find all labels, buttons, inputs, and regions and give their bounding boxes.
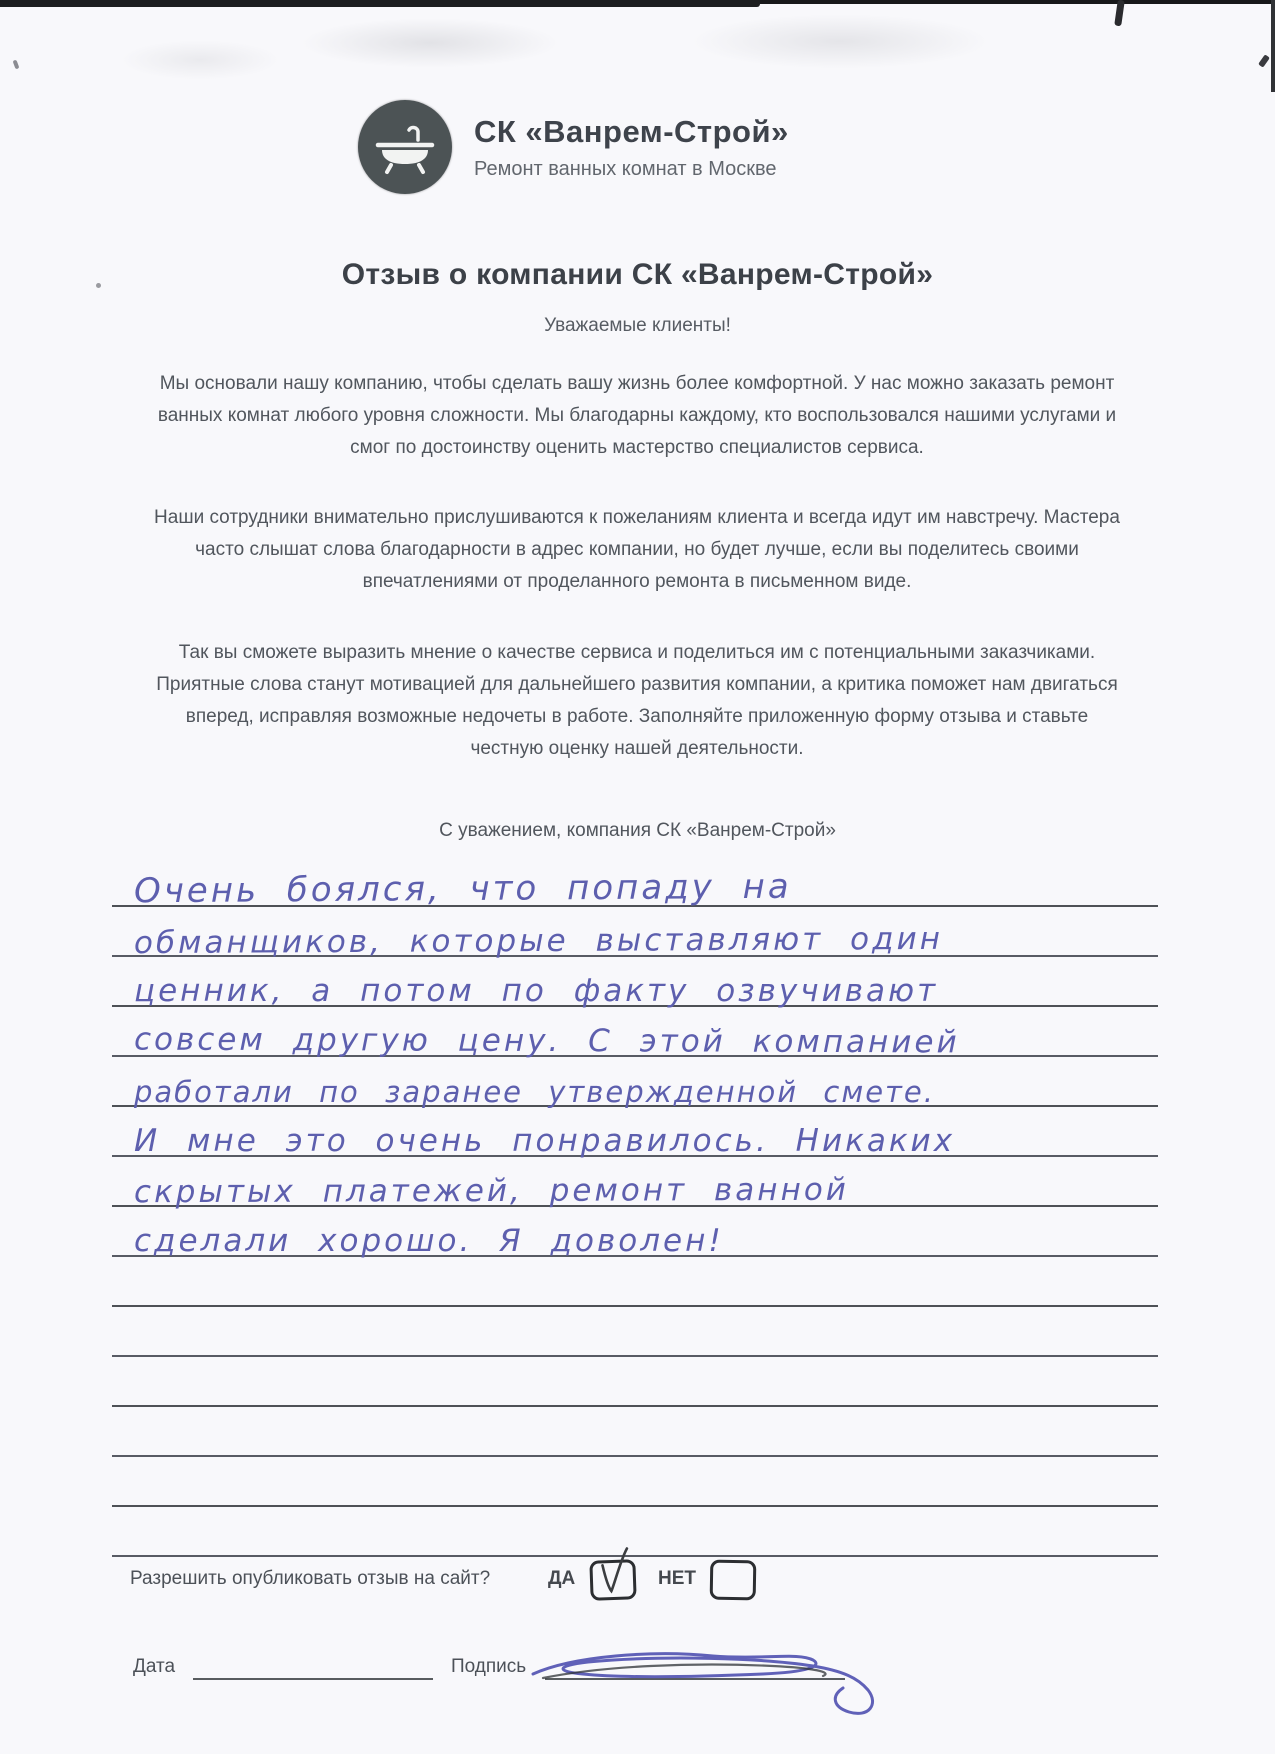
signature-label: Подпись — [451, 1656, 527, 1677]
page-title: Отзыв о компании СК «Ванрем-Строй» — [341, 258, 934, 291]
handwritten-text: работали по заранее утвержденной смете. — [134, 1075, 935, 1109]
company-name: СК «Ванрем-Строй» — [474, 113, 789, 149]
scan-smudge — [300, 18, 560, 68]
scan-smudge — [690, 14, 990, 69]
no-checkbox — [710, 1560, 757, 1601]
empty-ruled-line — [112, 1457, 1158, 1507]
handwritten-review-area — [112, 857, 1158, 1557]
review-line — [112, 1007, 1158, 1061]
empty-ruled-line — [112, 1307, 1158, 1357]
review-line — [112, 857, 1158, 912]
scan-artifact-right-edge — [1271, 0, 1275, 92]
review-line — [112, 1057, 1158, 1107]
handwritten-text: Очень боялся, что попаду на — [133, 866, 792, 912]
scan-speck — [1258, 54, 1270, 67]
scan-smudge — [120, 40, 280, 80]
scan-speck — [13, 60, 20, 70]
review-line — [112, 1207, 1158, 1257]
handwritten-text: И мне это очень понравилось. Никаких — [134, 1123, 956, 1159]
handwritten-text: ценник, а потом по факту озвучивают — [134, 973, 939, 1009]
empty-ruled-line — [112, 1407, 1158, 1457]
staff-paragraph: Наши сотрудники внимательно прислушиваются к пожеланиям клиента и всегда идут им навстречу. Мастера часто слышат слова благодарности в адрес компании, но будет лучше, если вы поделитесь своими впечатлениями от проделанного ремонта в письменном виде. — [154, 507, 1120, 592]
yes-checkbox — [589, 1559, 636, 1601]
empty-ruled-line — [112, 1257, 1158, 1307]
handwritten-check-icon — [602, 1548, 628, 1591]
salutation-line: Уважаемые клиенты! — [544, 315, 731, 336]
review-line — [112, 1107, 1158, 1157]
review-line — [112, 907, 1158, 962]
handwritten-text: сделали хорошо. Я доволен! — [134, 1223, 724, 1259]
feedback-paragraph: Так вы сможете выразить мнение о качестве сервиса и поделиться им с потенциальными заказчиками. Приятные слова станут мотивацией для дальнейшего развития компании, а критика поможет нам двигаться вперед, исправляя возможные недочеты в работе. Заполняйте приложенную форму отзыва и ставьте честную оценку нашей деятельности. — [156, 642, 1118, 759]
empty-ruled-line — [112, 1357, 1158, 1407]
logo-text — [474, 114, 789, 181]
scan-artifact-top-edge — [0, 0, 760, 7]
date-signature-row — [133, 1648, 1143, 1738]
company-tagline: Ремонт ванных комнат в Москве — [474, 157, 777, 180]
intro-paragraph: Мы основали нашу компанию, чтобы сделать вашу жизнь более комфортной. У нас можно заказать ремонт ванных комнат любого уровня сложности. Мы благодарны каждому, кто воспользовался нашими услугами и смог по достоинству оценить мастерство специалистов сервиса. — [157, 373, 1117, 458]
signoff-line: С уважением, компания СК «Ванрем-Строй» — [439, 820, 836, 841]
company-logo — [358, 100, 789, 194]
signature-scribble-icon — [513, 1626, 893, 1736]
bathtub-icon — [358, 100, 452, 194]
yes-label: ДА — [548, 1568, 576, 1589]
handwritten-text: совсем другую цену. С этой компанией — [133, 1021, 960, 1061]
date-blank-line — [193, 1678, 433, 1680]
no-label: НЕТ — [658, 1568, 696, 1589]
handwritten-text: обманщиков, которые выставляют один — [133, 920, 944, 962]
review-line — [112, 957, 1158, 1007]
review-line — [112, 1157, 1158, 1211]
date-label: Дата — [133, 1656, 176, 1677]
handwritten-text: скрытых платежей, ремонт ванной — [133, 1171, 849, 1211]
publish-question: Разрешить опубликовать отзыв на сайт? — [130, 1568, 491, 1589]
publish-consent-row — [130, 1558, 1150, 1618]
